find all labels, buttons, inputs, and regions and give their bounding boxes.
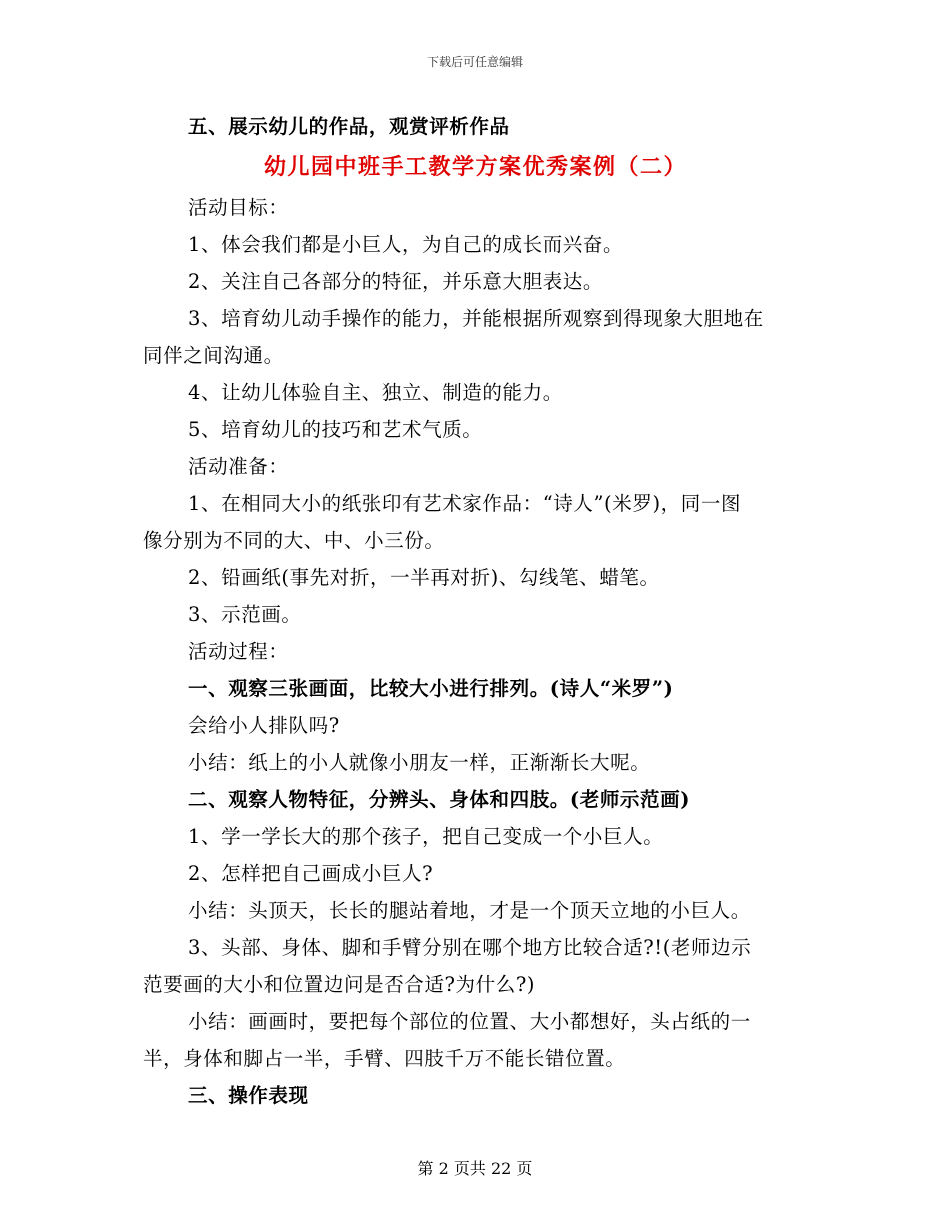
paragraph: 5、培育幼儿的技巧和艺术气质。 xyxy=(188,418,483,441)
paragraph: 小结：头顶天，长长的腿站着地，才是一个顶天立地的小巨人。 xyxy=(188,899,751,922)
paragraph: 3、培育幼儿动手操作的能力，并能根据所观察到得现象大胆地在 xyxy=(188,307,764,330)
section-heading-1: 一、观察三张画面，比较大小进行排列。(诗人“米罗”) xyxy=(188,677,674,700)
paragraph: 活动过程： xyxy=(188,640,289,663)
paragraph: 1、在相同大小的纸张印有艺术家作品：“诗人”(米罗)，同一图 xyxy=(188,492,742,515)
paragraph: 1、学一学长大的那个孩子，把自己变成一个小巨人。 xyxy=(188,825,664,848)
section-heading-3: 三、操作表现 xyxy=(188,1084,309,1107)
document-body xyxy=(143,108,808,1114)
paragraph: 2、铅画纸(事先对折，一半再对折)、勾线笔、蜡笔。 xyxy=(188,566,660,589)
paragraph: 小结：纸上的小人就像小朋友一样，正渐渐长大呢。 xyxy=(188,751,651,774)
page-footer: 第 2 页共 22 页 xyxy=(417,1159,533,1178)
section-heading-2: 二、观察人物特征，分辨头、身体和四肢。(老师示范画) xyxy=(188,788,691,811)
paragraph: 活动准备： xyxy=(188,455,289,478)
document-title: 幼儿园中班手工教学方案优秀案例（二） xyxy=(263,154,687,180)
paragraph: 4、让幼儿体验自主、独立、制造的能力。 xyxy=(188,381,563,404)
paragraph: 3、示范画。 xyxy=(188,603,302,626)
paragraph: 活动目标： xyxy=(188,196,289,219)
paragraph-continuation: 范要画的大小和位置边问是否合适?为什么?) xyxy=(143,973,536,996)
paragraph: 1、体会我们都是小巨人，为自己的成长而兴奋。 xyxy=(188,233,624,256)
paragraph-continuation: 半，身体和脚占一半，手臂、四肢千万不能长错位置。 xyxy=(143,1047,626,1070)
paragraph: 会给小人排队吗? xyxy=(188,714,340,737)
paragraph-continuation: 同伴之间沟通。 xyxy=(143,344,284,367)
section-heading-5: 五、展示幼儿的作品，观赏评析作品 xyxy=(188,115,510,138)
paragraph: 小结：画画时，要把每个部位的位置、大小都想好，头占纸的一 xyxy=(188,1010,751,1033)
page-header: 下载后可任意编辑 xyxy=(426,55,523,69)
paragraph: 3、头部、身体、脚和手臂分别在哪个地方比较合适?!(老师边示 xyxy=(188,936,752,959)
paragraph-continuation: 像分别为不同的大、中、小三份。 xyxy=(143,529,445,552)
paragraph: 2、关注自己各部分的特征，并乐意大胆表达。 xyxy=(188,270,604,293)
paragraph: 2、怎样把自己画成小巨人? xyxy=(188,862,434,885)
